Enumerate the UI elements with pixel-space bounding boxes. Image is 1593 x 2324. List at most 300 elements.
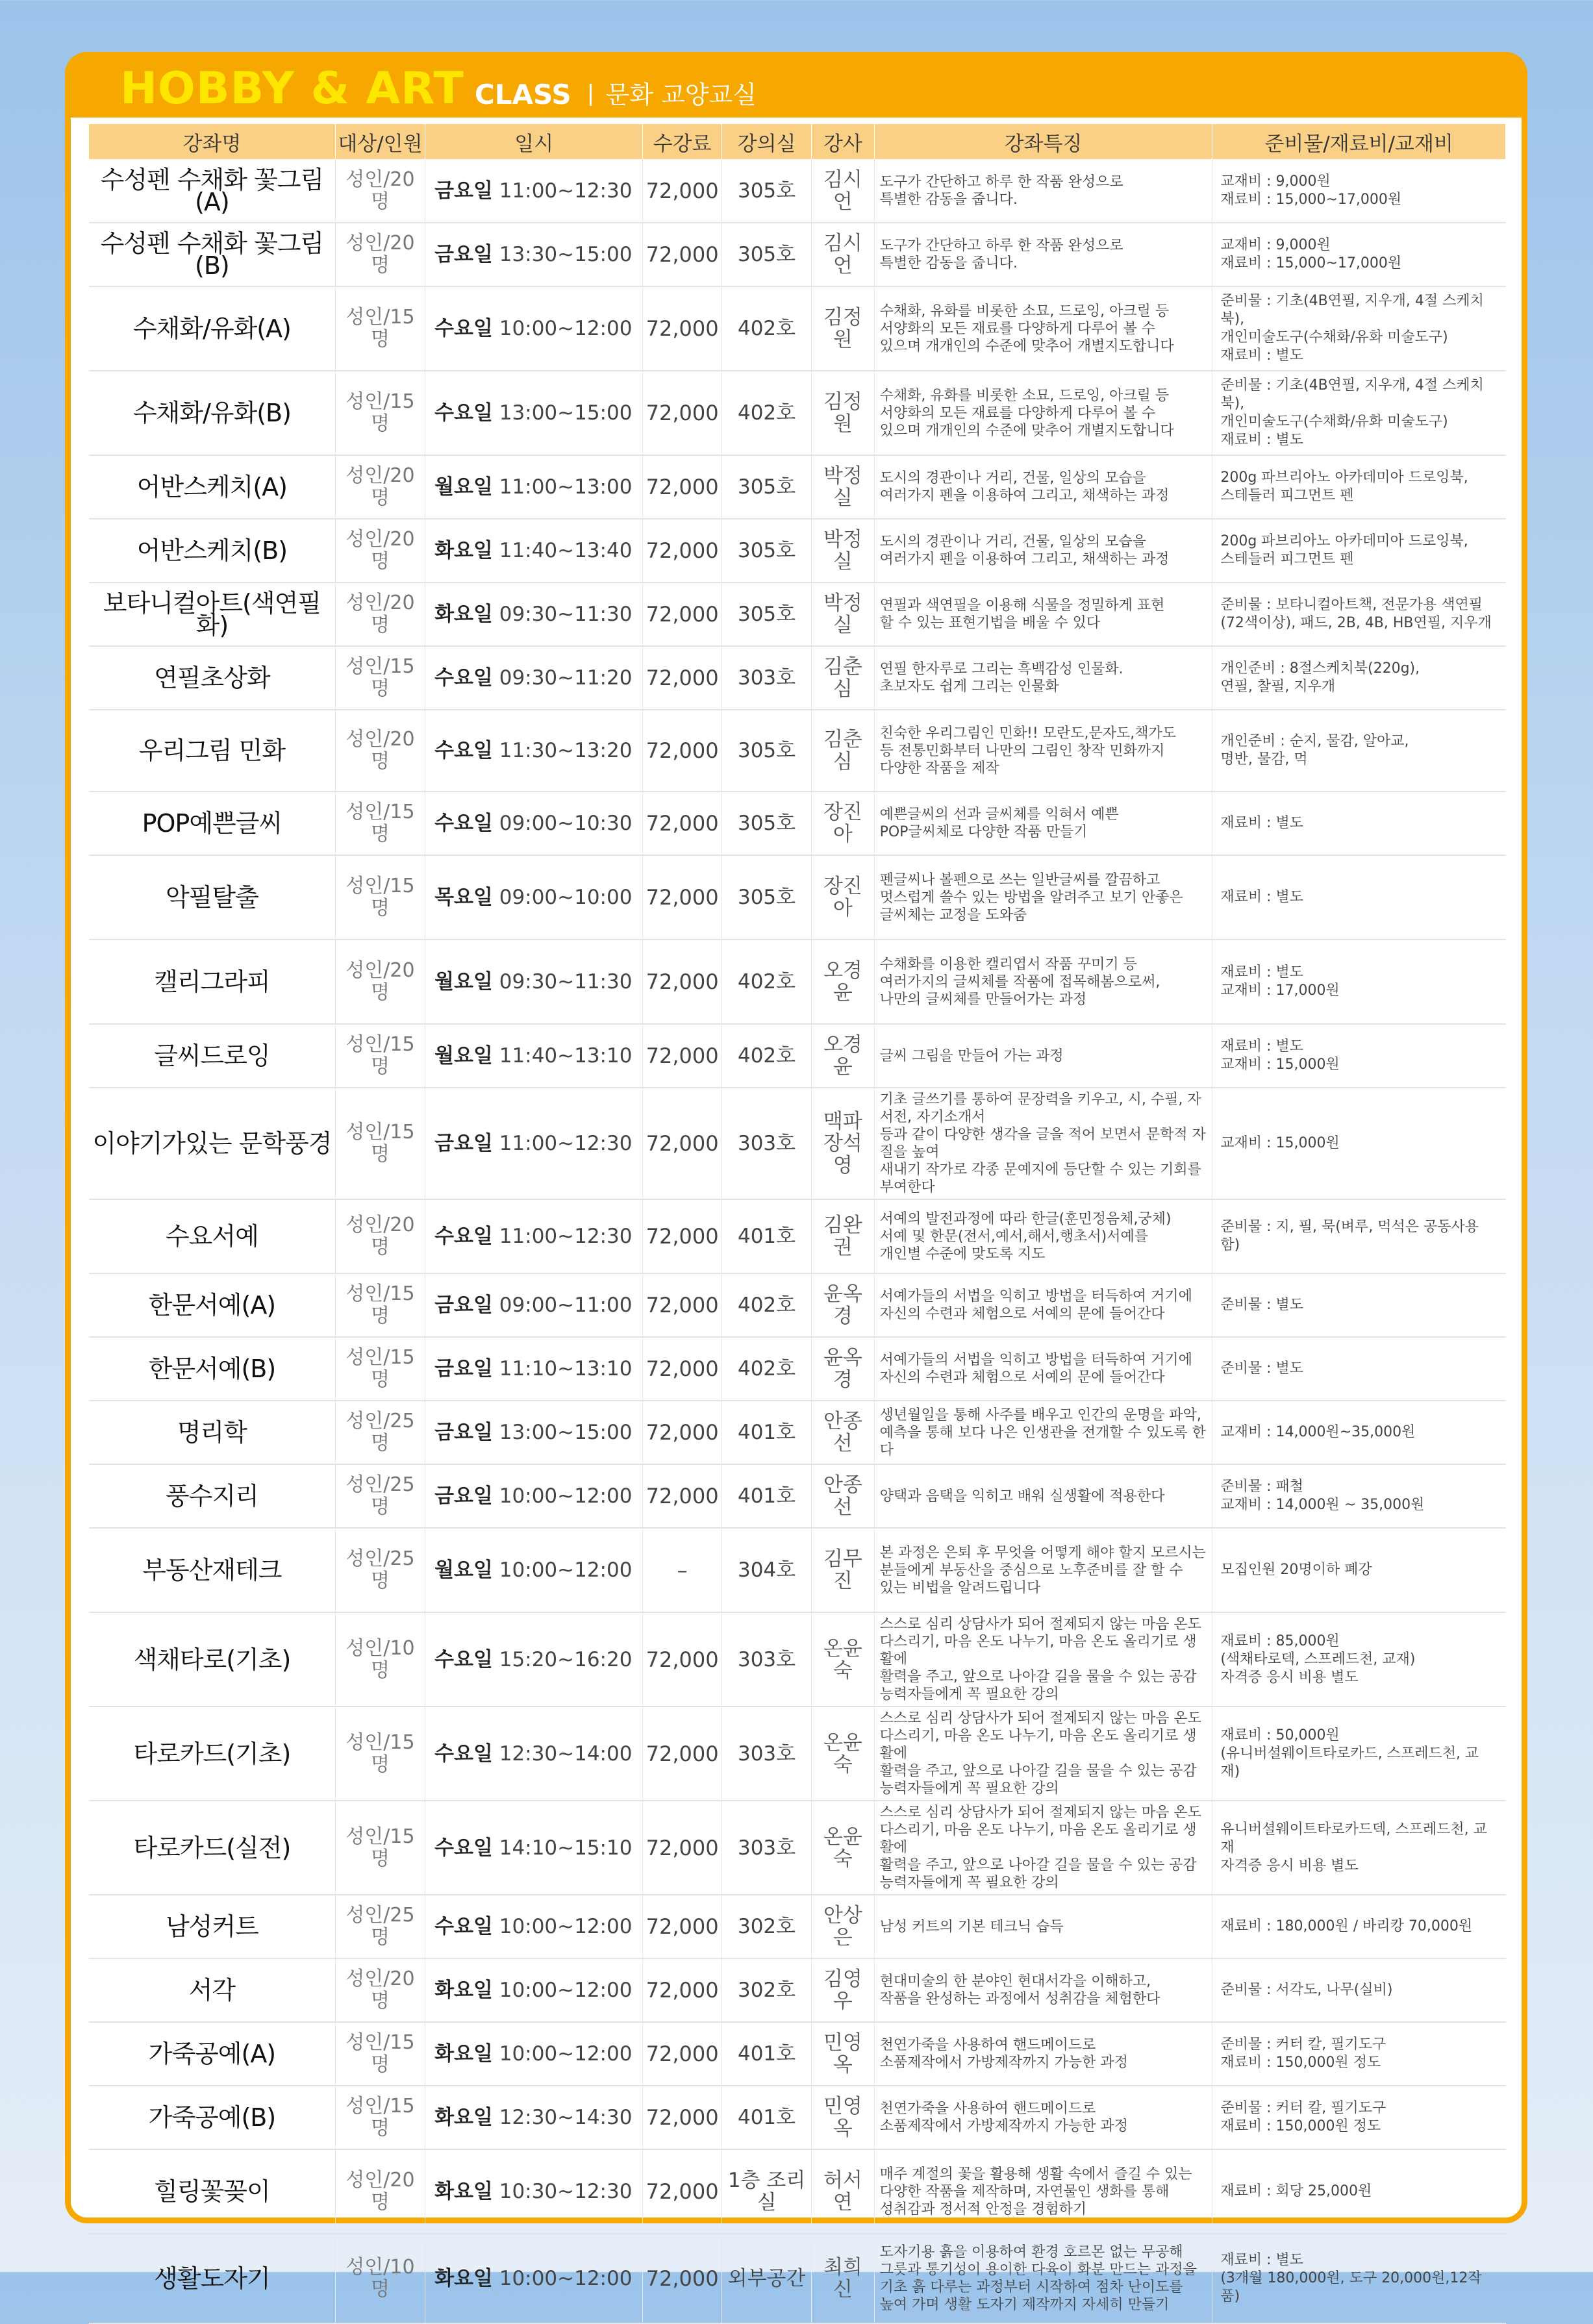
course-description: [874, 2086, 1212, 2149]
description-line: 수채화, 유화를 비롯한 소묘, 드로잉, 아크릴 등: [879, 387, 1170, 404]
materials-line: 재료비 : 15,000~17,000원: [1220, 255, 1402, 271]
materials-line: 개인미술도구(수채화/유화 미술도구): [1220, 329, 1448, 345]
course-time: 10:00~12:00: [499, 1915, 633, 1938]
materials-line: 연필, 찰필, 지우개: [1220, 679, 1336, 695]
course-target: 성인/25명: [335, 1464, 425, 1528]
course-teacher: [812, 1024, 874, 1088]
course-day: 화요일: [434, 2267, 493, 2290]
course-target: 성인/15명: [335, 1337, 425, 1401]
course-teacher: [812, 646, 874, 710]
course-target: 성인/20명: [335, 582, 425, 646]
course-time: 11:10~13:10: [499, 1357, 633, 1381]
table-row: [89, 1958, 1506, 2022]
course-fee: 72,000: [643, 1337, 722, 1401]
course-name: 힐링꽃꽂이: [89, 2149, 335, 2234]
description-line: 다스리기, 마음 온도 나누기, 마음 온도 올리기로 생활에: [879, 1634, 1197, 1668]
course-name: 부동산재테크: [89, 1528, 335, 1612]
course-materials: [1212, 1706, 1506, 1801]
course-room: 303호: [721, 1612, 811, 1706]
course-target: 성인/10명: [335, 1612, 425, 1706]
course-name: 어반스케치(A): [89, 455, 335, 519]
course-teacher: [812, 1401, 874, 1464]
teacher-name-line: 박정실: [823, 464, 862, 510]
course-description: [874, 940, 1212, 1024]
course-materials: [1212, 2022, 1506, 2086]
description-line: 다스리기, 마음 온도 나누기, 마음 온도 올리기로 생활에: [879, 1728, 1197, 1762]
description-line: 생년월일을 통해 사주를 배우고 인간의 운명을 파악,: [879, 1406, 1201, 1423]
course-day: 금요일: [434, 179, 493, 203]
course-schedule: [425, 1528, 643, 1612]
course-schedule: [425, 1464, 643, 1528]
materials-line: 준비물 : 서각도, 나무(실비): [1220, 1982, 1393, 1998]
materials-line: 재료비 : 별도: [1220, 2252, 1304, 2268]
description-line: 활력을 주고, 앞으로 나아갈 길을 물을 수 있는 공감: [879, 1763, 1197, 1779]
class-panel: [65, 52, 1527, 2313]
course-fee: 72,000: [643, 2149, 722, 2234]
course-fee: 72,000: [643, 646, 722, 710]
course-target: 성인/20명: [335, 1958, 425, 2022]
course-materials: [1212, 1024, 1506, 1088]
materials-line: 재료비 : 50,000원: [1220, 1727, 1340, 1743]
teacher-name-line: 김완권: [823, 1214, 862, 1259]
course-room: 402호: [721, 1273, 811, 1337]
course-fee: 72,000: [643, 159, 722, 223]
course-fee: 72,000: [643, 1273, 722, 1337]
banner-class-label: CLASS: [474, 79, 571, 110]
course-fee: 72,000: [643, 710, 722, 792]
materials-line: 재료비 : 150,000원 정도: [1220, 2118, 1381, 2134]
materials-line: 재료비 : 별도: [1220, 964, 1304, 981]
teacher-name-line: 장진아: [823, 875, 862, 920]
description-line: 서예 및 한문(전서,예서,해서,행초서)서예를: [879, 1228, 1149, 1245]
course-day: 금요일: [434, 1293, 493, 1317]
course-teacher: [812, 1895, 874, 1958]
description-line: 소품제작에서 가방제작까지 가능한 과정: [879, 2118, 1128, 2134]
description-line: 분들에게 부동산을 중심으로 노후준비를 잘 할 수: [879, 1562, 1183, 1579]
course-name: 명리학: [89, 1401, 335, 1464]
course-description: [874, 519, 1212, 582]
course-schedule: [425, 2086, 643, 2149]
materials-line: 재료비 : 별도: [1220, 1038, 1304, 1055]
description-line: 능력자들에게 꼭 필요한 강의: [879, 1875, 1059, 1891]
description-line: 높여 가며 생활 도자기 제작까지 자세히 만들기: [879, 2297, 1170, 2313]
table-row: [89, 1801, 1506, 1895]
course-description: [874, 710, 1212, 792]
course-time: 10:00~12:00: [499, 1558, 633, 1582]
table-row: [89, 855, 1506, 940]
course-teacher: [812, 1801, 874, 1895]
materials-line: 자격증 응시 비용 별도: [1220, 1857, 1359, 1874]
description-line: 스스로 심리 상담사가 되어 절제되지 않는 마음 온도: [879, 1616, 1201, 1632]
table-row: [89, 519, 1506, 582]
table-body: [89, 159, 1506, 2323]
course-name: 한문서예(B): [89, 1337, 335, 1401]
description-line: 수채화를 이용한 캘리엽서 작품 꾸미기 등: [879, 956, 1137, 973]
course-name: 수요서예: [89, 1199, 335, 1273]
table-row: [89, 1024, 1506, 1088]
course-teacher: [812, 371, 874, 455]
materials-line: 준비물 : 패철: [1220, 1479, 1304, 1495]
course-fee: –: [643, 1528, 722, 1612]
course-materials: [1212, 286, 1506, 371]
course-time: 10:30~12:30: [499, 2180, 633, 2203]
course-time: 13:30~15:00: [499, 243, 633, 266]
materials-line: 개인준비 : 순지, 물감, 알아교,: [1220, 733, 1409, 749]
course-schedule: [425, 455, 643, 519]
course-description: [874, 1958, 1212, 2022]
description-line: 펜글씨나 볼펜으로 쓰는 일반글씨를 깔끔하고: [879, 871, 1160, 888]
course-fee: 72,000: [643, 1801, 722, 1895]
course-materials: [1212, 1199, 1506, 1273]
course-target: 성인/20명: [335, 940, 425, 1024]
description-line: 능력자들에게 꼭 필요한 강의: [879, 1686, 1059, 1703]
description-line: 자신의 수련과 체험으로 서예의 문에 들어간다: [879, 1369, 1165, 1386]
description-line: 특별한 감동을 줍니다.: [879, 255, 1018, 271]
column-header: 강좌특징: [874, 124, 1212, 159]
course-room: 303호: [721, 1706, 811, 1801]
course-description: [874, 1706, 1212, 1801]
materials-line: 재료비 : 150,000원 정도: [1220, 2055, 1381, 2071]
course-teacher: [812, 582, 874, 646]
description-line: 있으며 개개인의 수준에 맞추어 개별지도합니다: [879, 338, 1174, 355]
course-day: 수요일: [434, 401, 493, 425]
teacher-name-line: 장진아: [823, 801, 862, 846]
table-row: [89, 792, 1506, 855]
description-line: 자신의 수련과 체험으로 서예의 문에 들어간다: [879, 1306, 1165, 1322]
materials-line: 자격증 응시 비용 별도: [1220, 1669, 1359, 1686]
teacher-name-line: 허서연: [823, 2169, 862, 2214]
course-day: 목요일: [434, 886, 493, 909]
course-target: 성인/15명: [335, 2086, 425, 2149]
course-name: 수성펜 수채화 꽃그림(A): [89, 159, 335, 223]
course-schedule: [425, 792, 643, 855]
course-materials: [1212, 1612, 1506, 1706]
description-line: 초보자도 쉽게 그리는 인물화: [879, 679, 1059, 695]
description-line: 성취감과 정서적 안정을 경험하기: [879, 2201, 1087, 2218]
table-row: [89, 710, 1506, 792]
course-description: [874, 792, 1212, 855]
table-row: [89, 1401, 1506, 1464]
course-description: [874, 1088, 1212, 1199]
course-teacher: [812, 286, 874, 371]
course-name: 이야기가있는 문학풍경: [89, 1088, 335, 1199]
table-row: [89, 1273, 1506, 1337]
course-materials: [1212, 2149, 1506, 2234]
course-teacher: [812, 855, 874, 940]
materials-line: 재료비 : 별도: [1220, 347, 1304, 364]
description-line: 할 수 있는 표현기법을 배울 수 있다: [879, 615, 1101, 631]
course-name: 남성커트: [89, 1895, 335, 1958]
teacher-name-line: 최희신: [823, 2256, 862, 2301]
course-materials: [1212, 1401, 1506, 1464]
table-row: [89, 582, 1506, 646]
course-materials: [1212, 2234, 1506, 2323]
course-schedule: [425, 2234, 643, 2323]
course-time: 09:00~10:00: [499, 886, 633, 909]
banner-korean-title: 문화 교양교실: [605, 81, 757, 109]
course-schedule: [425, 159, 643, 223]
teacher-name-line: 김무진: [823, 1547, 862, 1593]
course-day: 금요일: [434, 1132, 493, 1155]
materials-line: 준비물 : 별도: [1220, 1297, 1304, 1313]
description-line: 서예의 발전과정에 따라 한글(훈민정음체,궁체): [879, 1210, 1172, 1227]
description-line: 여러가지 펜을 이용하여 그리고, 채색하는 과정: [879, 488, 1170, 504]
course-day: 월요일: [434, 1044, 493, 1068]
materials-line: 교재비 : 15,000원: [1220, 1135, 1340, 1151]
course-materials: [1212, 455, 1506, 519]
description-line: 그릇과 통기성이 용이한 다육이 화분 만드는 과정을: [879, 2262, 1197, 2278]
course-room: 401호: [721, 2086, 811, 2149]
course-fee: 72,000: [643, 223, 722, 286]
course-description: [874, 1528, 1212, 1612]
table-row: [89, 1464, 1506, 1528]
course-description: [874, 1801, 1212, 1895]
course-room: 305호: [721, 159, 811, 223]
description-line: 수채화, 유화를 비롯한 소묘, 드로잉, 아크릴 등: [879, 303, 1170, 319]
course-room: 305호: [721, 582, 811, 646]
class-table: [89, 124, 1506, 2324]
course-teacher: [812, 1088, 874, 1199]
materials-line: 유니버셜웨이트타로카드덱, 스프레드천, 교재: [1220, 1821, 1487, 1856]
description-line: 멋스럽게 쓸수 있는 방법을 알려주고 보기 안좋은: [879, 889, 1183, 906]
teacher-name-line: 온윤숙: [823, 1636, 862, 1682]
materials-line: 준비물 : 커터 칼, 필기도구: [1220, 2036, 1386, 2053]
course-target: 성인/15명: [335, 286, 425, 371]
course-name: 가죽공예(B): [89, 2086, 335, 2149]
course-fee: 72,000: [643, 2022, 722, 2086]
description-line: 활력을 주고, 앞으로 나아갈 길을 물을 수 있는 공감: [879, 1669, 1197, 1685]
course-description: [874, 1401, 1212, 1464]
teacher-name-line: 민영옥: [823, 2095, 862, 2140]
course-materials: [1212, 710, 1506, 792]
course-materials: [1212, 1088, 1506, 1199]
course-description: [874, 2149, 1212, 2234]
teacher-name-line: 박정실: [823, 592, 862, 637]
description-line: 도구가 간단하고 하루 한 작품 완성으로: [879, 238, 1123, 254]
course-target: 성인/15명: [335, 2022, 425, 2086]
course-name: 악필탈출: [89, 855, 335, 940]
course-teacher: [812, 2149, 874, 2234]
course-name: 가죽공예(A): [89, 2022, 335, 2086]
course-fee: 72,000: [643, 1958, 722, 2022]
materials-line: 준비물 : 별도: [1220, 1360, 1304, 1377]
description-line: 등과 같이 다양한 생각을 글을 적어 보면서 문학적 자질을 높여: [879, 1127, 1206, 1160]
course-description: [874, 455, 1212, 519]
course-day: 수요일: [434, 739, 493, 762]
course-name: 한문서예(A): [89, 1273, 335, 1337]
description-line: 예쁜글씨의 선과 글씨체를 익혀서 예쁜: [879, 806, 1119, 823]
table-row: [89, 646, 1506, 710]
course-day: 수요일: [434, 317, 493, 340]
course-time: 13:00~15:00: [499, 1421, 633, 1444]
course-fee: 72,000: [643, 1401, 722, 1464]
course-schedule: [425, 2149, 643, 2234]
description-line: 개인별 수준에 맞도록 지도: [879, 1245, 1046, 1262]
column-header: 강의실: [721, 124, 811, 159]
table-header-row: [89, 124, 1506, 159]
course-fee: 72,000: [643, 455, 722, 519]
materials-line: 재료비 : 15,000~17,000원: [1220, 191, 1402, 208]
description-line: 연필과 색연필을 이용해 식물을 정밀하게 표현: [879, 597, 1165, 614]
course-day: 수요일: [434, 1836, 493, 1860]
course-day: 금요일: [434, 1357, 493, 1381]
column-header: 대상/인원: [335, 124, 425, 159]
course-day: 화요일: [434, 2042, 493, 2066]
course-materials: [1212, 940, 1506, 1024]
teacher-name-line: 안상은: [823, 1904, 862, 1949]
course-name: 연필초상화: [89, 646, 335, 710]
course-schedule: [425, 519, 643, 582]
description-line: 기초 흙 다루는 과정부터 시작하여 점차 난이도를: [879, 2279, 1183, 2295]
course-description: [874, 159, 1212, 223]
course-day: 화요일: [434, 603, 493, 626]
course-schedule: [425, 1401, 643, 1464]
table-row: [89, 1088, 1506, 1199]
course-schedule: [425, 582, 643, 646]
description-line: 있으며 개개인의 수준에 맞추어 개별지도합니다: [879, 422, 1174, 439]
course-time: 11:40~13:40: [499, 539, 633, 562]
column-header: 일시: [425, 124, 643, 159]
course-target: 성인/15명: [335, 1273, 425, 1337]
course-time: 13:00~15:00: [499, 401, 633, 425]
course-schedule: [425, 1088, 643, 1199]
course-fee: 72,000: [643, 1706, 722, 1801]
course-name: 색채타로(기초): [89, 1612, 335, 1706]
table-row: [89, 223, 1506, 286]
teacher-name-line: 온윤숙: [823, 1825, 862, 1871]
course-target: 성인/15명: [335, 792, 425, 855]
description-line: 등 전통민화부터 나만의 그림인 창작 민화까지: [879, 742, 1165, 759]
course-materials: [1212, 371, 1506, 455]
course-teacher: [812, 223, 874, 286]
table-row: [89, 1706, 1506, 1801]
course-schedule: [425, 1706, 643, 1801]
course-teacher: [812, 1273, 874, 1337]
course-teacher: [812, 1528, 874, 1612]
course-name: 글씨드로잉: [89, 1024, 335, 1088]
course-target: 성인/20명: [335, 159, 425, 223]
course-time: 11:00~12:30: [499, 1225, 633, 1248]
course-target: 성인/20명: [335, 455, 425, 519]
course-teacher: [812, 1464, 874, 1528]
course-day: 화요일: [434, 1979, 493, 2002]
course-time: 10:00~12:00: [499, 2042, 633, 2066]
table-row: [89, 159, 1506, 223]
course-room: 305호: [721, 855, 811, 940]
course-target: 성인/20명: [335, 2149, 425, 2234]
course-materials: [1212, 1801, 1506, 1895]
course-room: 1층 조리실: [721, 2149, 811, 2234]
course-teacher: [812, 1706, 874, 1801]
course-room: 305호: [721, 792, 811, 855]
materials-line: 교재비 : 9,000원: [1220, 237, 1331, 253]
course-name: 어반스케치(B): [89, 519, 335, 582]
description-line: 작품을 완성하는 과정에서 성취감을 체험한다: [879, 1991, 1160, 2007]
course-name: 타로카드(기초): [89, 1706, 335, 1801]
course-materials: [1212, 1958, 1506, 2022]
course-day: 화요일: [434, 2106, 493, 2129]
course-materials: [1212, 2086, 1506, 2149]
course-time: 14:10~15:10: [499, 1836, 633, 1860]
course-name: 캘리그라피: [89, 940, 335, 1024]
course-teacher: [812, 1958, 874, 2022]
teacher-name-line: 윤옥경: [823, 1282, 862, 1328]
teacher-name-line: 김춘심: [823, 655, 862, 701]
course-time: 09:00~10:30: [499, 812, 633, 835]
course-description: [874, 855, 1212, 940]
description-line: 도자기용 흙을 이용하여 환경 호르몬 없는 무공해: [879, 2244, 1183, 2260]
materials-line: 준비물 : 보타니컬아트책, 전문가용 색연필: [1220, 597, 1483, 613]
course-room: 304호: [721, 1528, 811, 1612]
course-time: 12:30~14:00: [499, 1742, 633, 1766]
course-name: 서각: [89, 1958, 335, 2022]
teacher-name-line: 김정원: [823, 306, 862, 351]
course-room: 외부공간: [721, 2234, 811, 2323]
course-room: 303호: [721, 1088, 811, 1199]
course-room: 303호: [721, 1801, 811, 1895]
course-name: 풍수지리: [89, 1464, 335, 1528]
course-fee: 72,000: [643, 940, 722, 1024]
course-teacher: [812, 2022, 874, 2086]
course-time: 11:40~13:10: [499, 1044, 633, 1068]
course-day: 수요일: [434, 1647, 493, 1671]
materials-line: 교재비 : 14,000원~35,000원: [1220, 1424, 1416, 1440]
course-teacher: [812, 1337, 874, 1401]
course-target: 성인/15명: [335, 855, 425, 940]
materials-line: 준비물 : 기초(4B연필, 지우개, 4절 스케치북),: [1220, 377, 1484, 412]
materials-line: 재료비 : 회당 25,000원: [1220, 2183, 1372, 2199]
materials-line: 모집인원 20명이하 폐강: [1220, 1562, 1372, 1578]
materials-line: 교재비 : 9,000원: [1220, 173, 1331, 190]
column-header: 수강료: [643, 124, 722, 159]
description-line: 기초 글쓰기를 통하여 문장력을 키우고, 시, 수필, 자서전, 자기소개서: [879, 1092, 1201, 1125]
course-target: 성인/15명: [335, 371, 425, 455]
materials-line: 스테들러 피그먼트 펜: [1220, 551, 1354, 568]
materials-line: 준비물 : 지, 필, 묵(벼루, 먹석은 공동사용함): [1220, 1219, 1479, 1253]
teacher-name-line: 오경윤: [823, 959, 862, 1005]
course-time: 10:00~12:00: [499, 1484, 633, 1508]
teacher-name-line: 맥파: [823, 1110, 862, 1133]
course-materials: [1212, 1337, 1506, 1401]
course-name: 생활도자기: [89, 2234, 335, 2323]
course-target: 성인/15명: [335, 1024, 425, 1088]
course-time: 09:00~11:00: [499, 1293, 633, 1317]
course-name: 수채화/유화(B): [89, 371, 335, 455]
course-day: 금요일: [434, 1484, 493, 1508]
course-target: 성인/15명: [335, 1801, 425, 1895]
banner-divider: [590, 84, 592, 106]
course-schedule: [425, 2022, 643, 2086]
course-time: 15:20~16:20: [499, 1647, 633, 1671]
course-schedule: [425, 286, 643, 371]
course-schedule: [425, 1273, 643, 1337]
description-line: 서양화의 모든 재료를 다양하게 다루어 볼 수: [879, 320, 1156, 337]
course-day: 수요일: [434, 1915, 493, 1938]
description-line: 글씨 그림을 만들어 가는 과정: [879, 1047, 1064, 1064]
course-target: 성인/15명: [335, 1706, 425, 1801]
course-time: 10:00~12:00: [499, 317, 633, 340]
course-time: 09:30~11:30: [499, 603, 633, 626]
materials-line: 재료비 : 별도: [1220, 889, 1304, 905]
course-day: 월요일: [434, 1558, 493, 1582]
table-row: [89, 371, 1506, 455]
course-day: 수요일: [434, 812, 493, 835]
course-time: 11:30~13:20: [499, 739, 633, 762]
table-row: [89, 455, 1506, 519]
teacher-name-line: 민영옥: [823, 2031, 862, 2077]
table-row: [89, 286, 1506, 371]
table-row: [89, 2234, 1506, 2323]
